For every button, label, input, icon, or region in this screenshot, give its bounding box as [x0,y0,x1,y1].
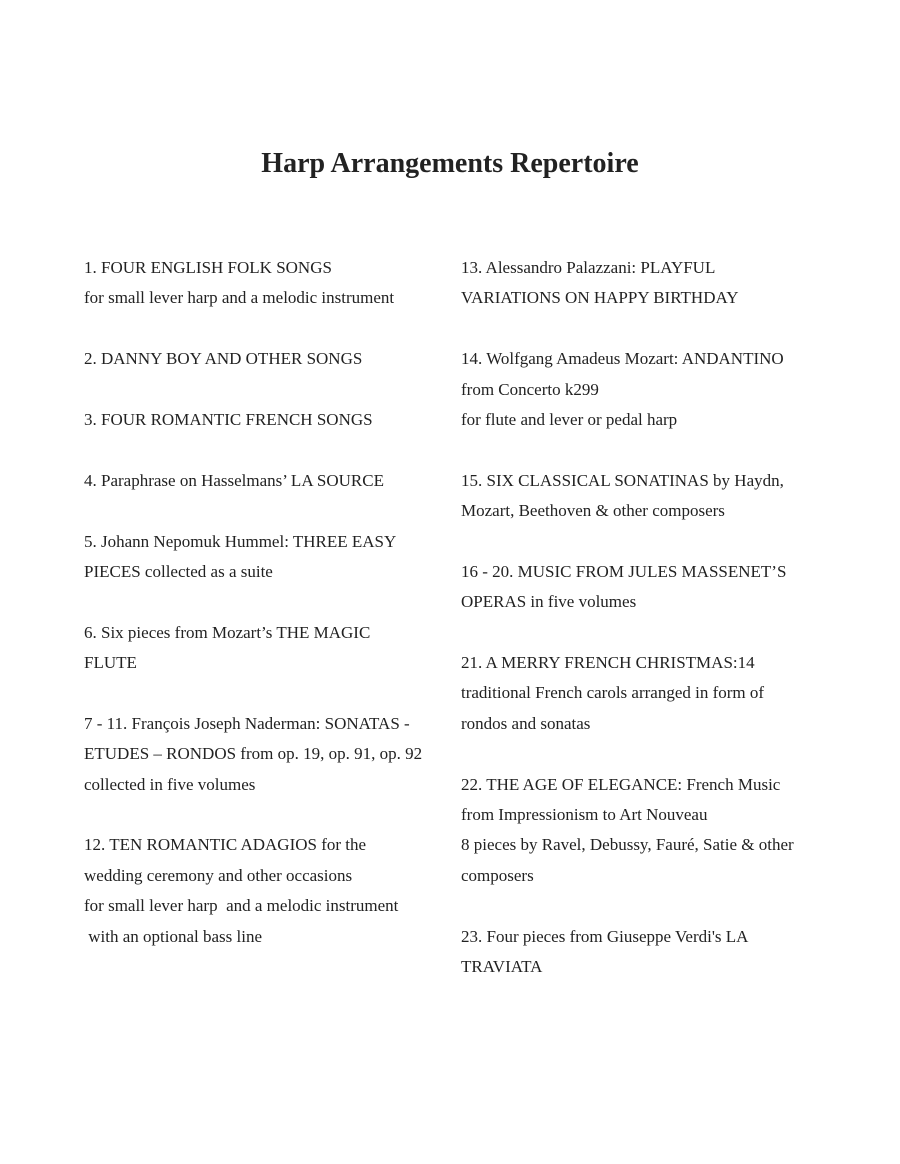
repertoire-entry [84,830,454,952]
entry-line: for small lever harp and a melodic instrument [84,288,395,308]
item-spacer [461,891,831,921]
left-column [84,253,454,952]
repertoire-entry [84,405,454,435]
entry-line: 6. Six pieces from Mozart’s THE MAGIC [84,622,371,642]
entry-line: 14. Wolfgang Amadeus Mozart: ANDANTINO [461,349,784,369]
entry-line: composers [461,865,534,885]
entry-line: with an optional bass line [84,926,263,946]
entry-line: ETUDES – RONDOS from op. 19, op. 91, op. 92 [84,744,423,764]
repertoire-entry [461,770,831,892]
entry-line: 8 pieces by Ravel, Debussy, Fauré, Satie & other [461,835,794,855]
item-spacer [84,678,454,708]
item-spacer [461,618,831,648]
entry-line: 22. THE AGE OF ELEGANCE: French Music [461,774,781,794]
entry-line: OPERAS in five volumes [461,592,637,612]
entry-line: VARIATIONS ON HAPPY BIRTHDAY [461,288,739,308]
entry-line: 1. FOUR ENGLISH FOLK SONGS [84,258,332,277]
item-spacer [461,435,831,465]
item-spacer [84,375,454,405]
item-spacer [461,739,831,769]
repertoire-entry [461,557,831,618]
repertoire-entry [461,466,831,527]
entry-line: 12. TEN ROMANTIC ADAGIOS for the [84,835,367,855]
repertoire-entry [461,922,831,983]
repertoire-entry [84,253,454,314]
item-spacer [84,496,454,526]
entry-line: 21. A MERRY FRENCH CHRISTMAS:14 [461,653,755,673]
repertoire-entry [84,709,454,800]
entry-line: 3. FOUR ROMANTIC FRENCH SONGS [84,409,373,429]
entry-line: for flute and lever or pedal harp [461,409,678,429]
page-title: Harp Arrangements Repertoire [261,148,639,179]
right-column [461,253,831,982]
item-spacer [84,314,454,344]
repertoire-entry [84,527,454,588]
entry-line: 13. Alessandro Palazzani: PLAYFUL [461,258,716,277]
repertoire-entry [461,253,831,314]
item-spacer [461,527,831,557]
entry-line: 16 - 20. MUSIC FROM JULES MASSENET’S [461,561,787,581]
entry-line: traditional French carols arranged in form of [461,683,765,703]
entry-line: rondos and sonatas [461,713,591,733]
repertoire-entry [84,466,454,496]
entry-line: 7 - 11. François Joseph Naderman: SONATAS - [84,713,410,733]
entry-line: from Impressionism to Art Nouveau [461,805,708,825]
item-spacer [84,435,454,465]
entry-line: 2. DANNY BOY AND OTHER SONGS [84,349,363,369]
entry-line: from Concerto k299 [461,379,599,399]
entry-line: 23. Four pieces from Giuseppe Verdi's LA [461,926,749,946]
repertoire-entry [84,618,454,679]
entry-line: PIECES collected as a suite [84,561,273,581]
entry-line: Mozart, Beethoven & other composers [461,501,725,521]
entry-line: wedding ceremony and other occasions [84,865,353,885]
entry-line: for small lever harp and a melodic instrument [84,896,399,916]
entry-line: 15. SIX CLASSICAL SONATINAS by Haydn, [461,470,784,490]
repertoire-entry [84,344,454,374]
entry-line: collected in five volumes [84,774,256,794]
repertoire-entry [461,344,831,435]
entry-line: TRAVIATA [461,956,543,976]
item-spacer [84,800,454,830]
entry-line: 5. Johann Nepomuk Hummel: THREE EASY [84,531,397,551]
entry-line: FLUTE [84,653,137,673]
repertoire-entry [461,648,831,739]
item-spacer [461,314,831,344]
item-spacer [84,587,454,617]
entry-line: 4. Paraphrase on Hasselmans’ LA SOURCE [84,470,384,490]
